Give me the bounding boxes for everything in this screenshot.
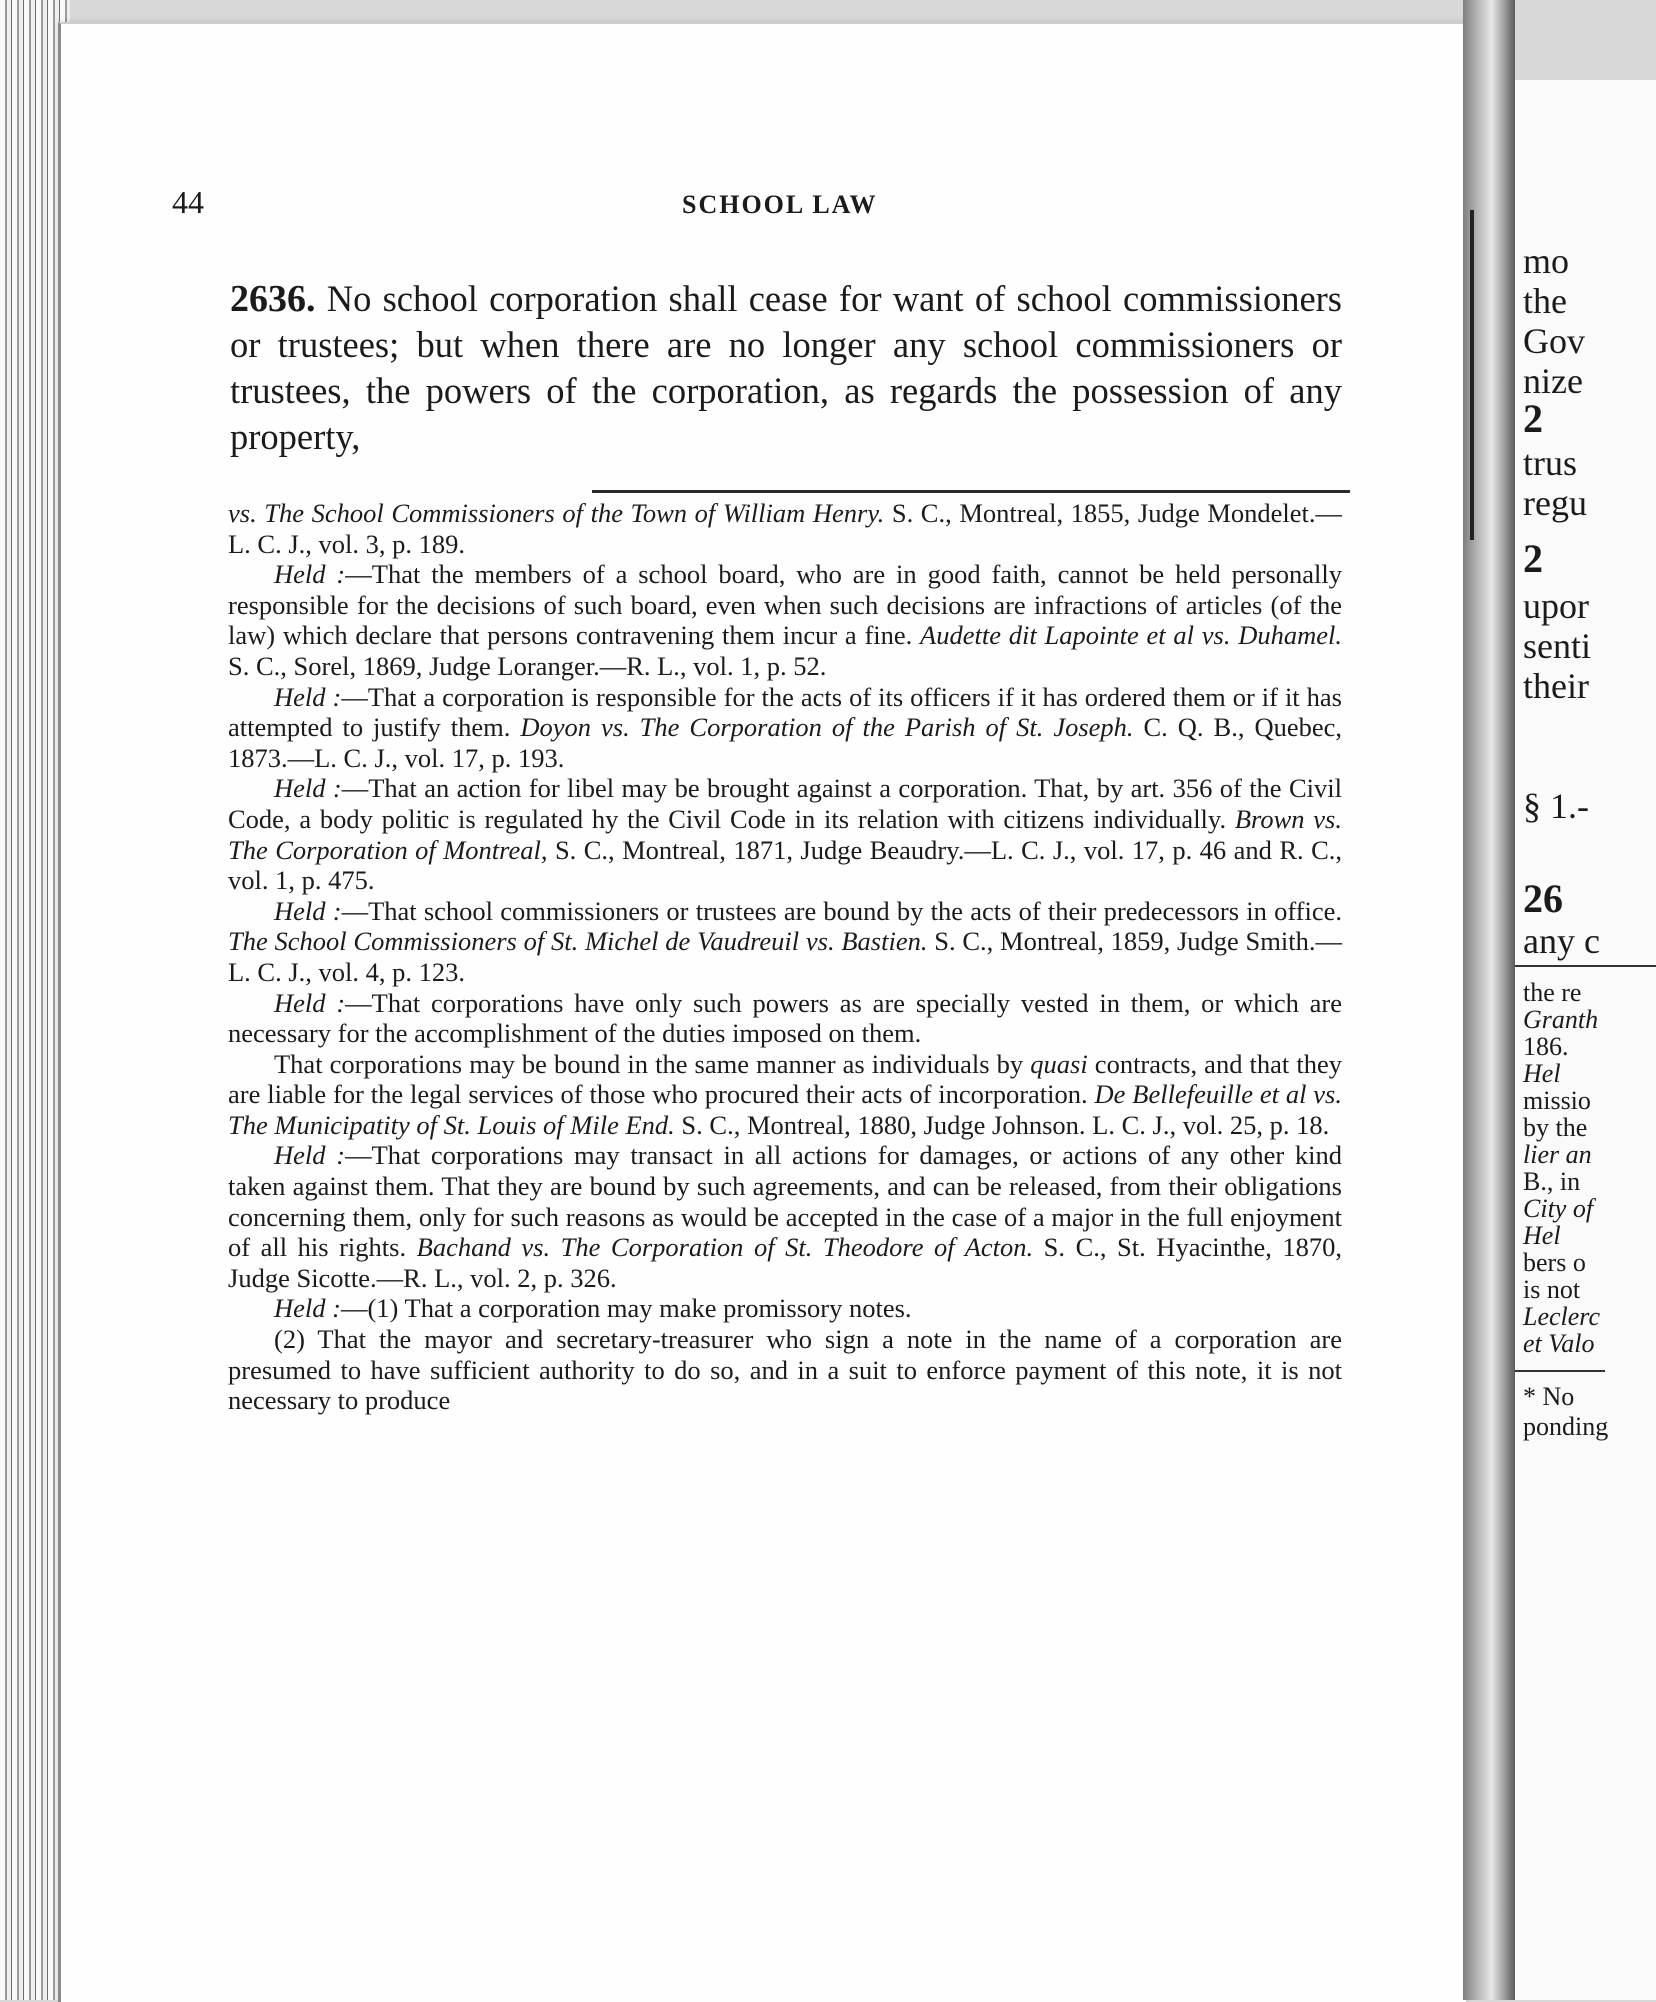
facing-footnote-line: ponding [1523,1412,1609,1441]
article-number: 2636. [230,278,316,320]
note-text: (2) That the mayor and secretary-treasurer who sign a note in the name of a corporation are presumed to have sufficient authority to do so, and in a suit to enforce payment of this note, it is not necessary to produce [228,1324,1342,1416]
held-label: Held : [274,1140,346,1171]
statute-article [230,276,1342,460]
page-header [172,184,1340,224]
court-reference: S. C., Montreal, 1880, Judge Johnson. L. C. J., vol. 25, p. 18. [674,1109,1330,1140]
held-label: Held : [274,895,342,926]
case-citation: Doyon vs. The Corporation of the Parish of St. Joseph. [520,712,1134,743]
case-citation: quasi [1030,1048,1088,1079]
note-text: —That corporations may transact in all actions for damages, or actions of any other kind taken against them. That they are bound by such agreements, and can be released, from their obligations concerning them, only for such reasons as would be accepted in the case of a major in the full enjoyment of all his rights. [228,1140,1343,1263]
facing-note-line: 186. [1523,1032,1569,1061]
facing-note-line: bers o [1523,1248,1586,1277]
court-reference: S. C., Montreal, 1859, Judge Smith.—L. C. J., vol. 4, p. 123. [228,926,1342,987]
case-note [228,1324,1342,1416]
facing-footnote-line: * No [1523,1382,1575,1411]
court-reference: S. C., St. Hyacinthe, 1870, Judge Sicotte.—R. L., vol. 2, p. 326. [228,1232,1342,1293]
note-text: —That corporations have only such powers as are specially vested in them, or which are necessary for the accomplishment of the duties imposed on them. [228,987,1342,1049]
facing-note-line: City of [1523,1194,1594,1223]
footnote-separator [592,490,1350,493]
case-note [228,988,1342,1049]
facing-line: regu [1523,483,1587,523]
facing-note-line: Granth [1523,1005,1599,1034]
held-label: Held : [274,559,346,590]
facing-note-line: is not [1523,1275,1581,1304]
facing-note-line: et Valo [1523,1329,1595,1358]
note-text: —That a corporation is responsible for the acts of its officers if it has ordered them or if it has attempted to justify them. [228,681,1342,743]
facing-section-number: 2 [1523,396,1543,441]
facing-page [1515,80,1656,2000]
case-citation: vs. The School Commissioners of the Town of William Henry. [228,498,885,528]
held-label: Held : [274,1293,341,1324]
facing-line: the [1523,281,1567,321]
facing-note-line: lier an [1523,1140,1592,1169]
court-reference: contracts, and that they are liable for the legal services of those who procured their acts of incorporation. [228,1048,1342,1110]
court-reference: C. Q. B., Quebec, 1873.—L. C. J., vol. 17, p. 193. [228,712,1342,773]
page-number: 44 [172,184,204,220]
case-note [228,559,1342,681]
held-label: Held : [274,987,346,1018]
note-text: —That an action for libel may be brought against a corporation. That, by art. 356 of the Civil Code, a body politic is regulated hy the Civil Code in its relation with citizens individually. [228,773,1342,834]
facing-note-line: the re [1523,978,1582,1007]
court-reference: S. C., Sorel, 1869, Judge Loranger.—R. L., vol. 1, p. 52. [228,650,827,681]
note-text: —That school commissioners or trustees are bound by the acts of their predecessors in office. [341,895,1343,926]
case-citation: De Bellefeuille et al vs. The Municipatity of St. Louis of Mile End. [228,1079,1342,1140]
facing-line: any c [1523,921,1600,961]
case-citation: Audette dit Lapointe et al vs. Duhamel. [920,620,1342,651]
facing-note-line: Leclerc [1523,1302,1600,1331]
facing-section-number: 2 [1523,536,1543,581]
facing-note-line: Hel [1523,1059,1561,1088]
facing-line: senti [1523,626,1591,666]
case-citation: The School Commissioners of St. Michel de Vaudreuil vs. Bastien. [228,926,928,957]
court-reference: S. C., Montreal, 1871, Judge Beaudry.—L. C. J., vol. 17, p. 46 and R. C., vol. 1, p. 475. [228,834,1343,896]
running-head: SCHOOL LAW [682,190,878,219]
facing-paragraph-mark: § 1.- [1523,786,1589,826]
case-note [228,682,1342,774]
note-text: —(1) That a corporation may make promissory notes. [340,1293,912,1324]
case-note [228,896,1342,988]
facing-footnote-separator [1515,1370,1605,1372]
facing-separator [1515,965,1656,967]
held-label: Held : [274,681,342,712]
article-text: No school corporation shall cease for want of school commissioners or trustees; but when there are no longer any school commissioners or trustees, the powers of the corporation, as regards the possession of any property, [230,278,1342,457]
facing-line: nize [1523,361,1583,401]
facing-line: trus [1523,443,1577,483]
case-citation: Brown vs. The Corporation of Montreal, [228,803,1342,865]
facing-note-line: by the [1523,1113,1588,1142]
facing-line: their [1523,666,1589,706]
case-note [228,1293,1342,1324]
note-text: —That the members of a school board, who are in good faith, cannot be held personally responsible for the decisions of such board, even when such decisions are infractions of articles (of the law) which declare that persons contravening them incur a fine. [228,559,1342,651]
case-note [228,1140,1342,1293]
case-notes [228,498,1342,1416]
gutter-shadow-line [1470,210,1474,540]
facing-note-line: B., in [1523,1167,1581,1196]
case-citation: Bachand vs. The Corporation of St. Theodore of Acton. [416,1232,1034,1263]
case-note [228,498,1342,559]
facing-section-number: 26 [1523,876,1563,921]
case-note [228,773,1342,895]
facing-note-line: Hel [1523,1221,1561,1250]
note-text: That corporations may be bound in the same manner as individuals by [274,1048,1031,1079]
facing-line: mo [1523,241,1570,281]
held-label: Held : [274,773,342,804]
facing-line: Gov [1523,321,1585,361]
court-reference: S. C., Montreal, 1855, Judge Mondelet.—L. C. J., vol. 3, p. 189. [228,498,1343,559]
case-note [228,1049,1342,1141]
facing-line: upor [1523,586,1589,626]
facing-note-line: missio [1523,1086,1591,1115]
